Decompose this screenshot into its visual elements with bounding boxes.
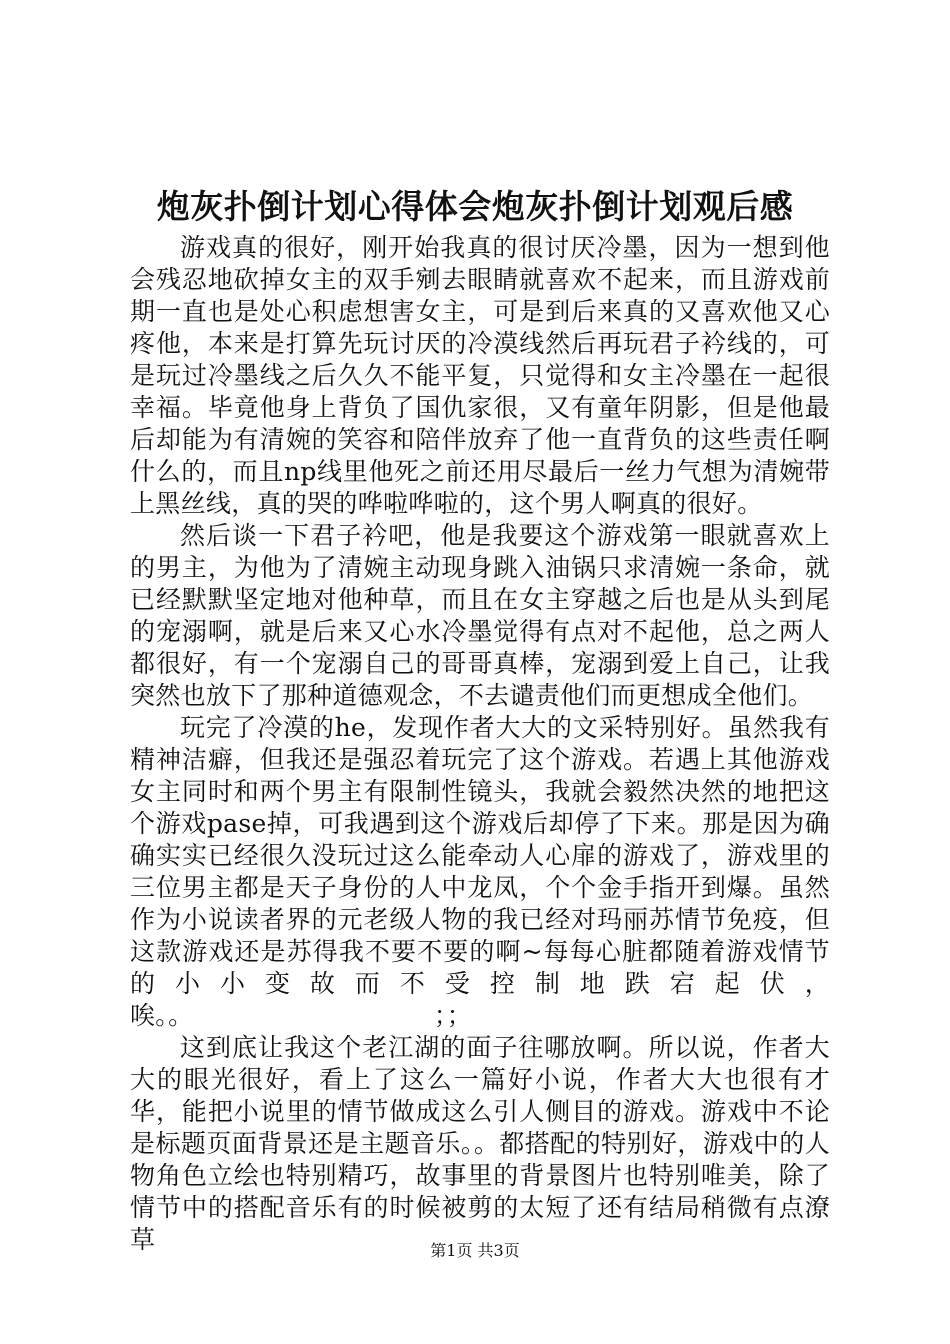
paragraph-3: 玩完了冷漠的he，发现作者大大的文采特别好。虽然我有精神洁癖，但我还是强忍着玩完了这个游戏。若遇上其他游戏女主同时和两个男主有限制性镜头，我就会毅然决然的地把这个游戏pase掉，可我遇到这个游戏后却停了下来。那是因为确确实实已经很久没玩过这么能牵动人心扉的游戏了，游戏里的三位男主都是天子身份的人中龙凤，个个金手指开到爆。虽然作为小说读者界的元老级人物的我已经对玛丽苏情节免疫，但这款游戏还是苏得我不要不要的啊~每每心脏都随着游戏情节的小小变故而不受控制地跌宕起伏，唉。。 ；； <box>130 713 830 1030</box>
paragraph-1: 游戏真的很好，刚开始我真的很讨厌冷墨，因为一想到他会残忍地砍掉女主的双手剜去眼睛就喜欢不起来，而且游戏前期一直也是处心积虑想害女主，可是到后来真的又喜欢他又心疼他，本来是打算先玩讨厌的冷漠线然后再玩君子衿线的，可是玩过冷墨线之后久久不能平复，只觉得和女主冷墨在一起很幸福。毕竟他身上背负了国仇家很，又有童年阴影，但是他最后却能为有清婉的笑容和陪伴放弃了他一直背负的这些责任啊什么的，而且np线里他死之前还用尽最后一丝力气想为清婉带上黑丝线，真的哭的哗啦哗啦的，这个男人啊真的很好。 <box>130 233 830 518</box>
document-title: 炮灰扑倒计划心得体会炮灰扑倒计划观后感 <box>156 187 794 226</box>
document-body <box>130 232 830 1256</box>
page-number-footer: 第1页 共3页 <box>430 1241 520 1260</box>
paragraph-4: 这到底让我这个老江湖的面子往哪放啊。所以说，作者大大的眼光很好，看上了这么一篇好小说，作者大大也很有才华，能把小说里的情节做成这么引人侧目的游戏。游戏中不论是标题页面背景还是主题音乐。。都搭配的特别好，游戏中的人物角色立绘也特别精巧，故事里的背景图片也特别唯美，除了情节中的搭配音乐有的时候被剪的太短了还有结局稍微有点潦草 <box>130 1033 830 1254</box>
paragraph-2: 然后谈一下君子衿吧，他是我要这个游戏第一眼就喜欢上的男主，为他为了清婉主动现身跳入油锅只求清婉一条命，就已经默默坚定地对他种草，而且在女主穿越之后也是从头到尾的宠溺啊，就是后来又心水冷墨觉得有点对不起他，总之两人都很好，有一个宠溺自己的哥哥真棒，宠溺到爱上自己，让我突然也放下了那种道德观念，不去谴责他们而更想成全他们。 <box>130 521 830 710</box>
